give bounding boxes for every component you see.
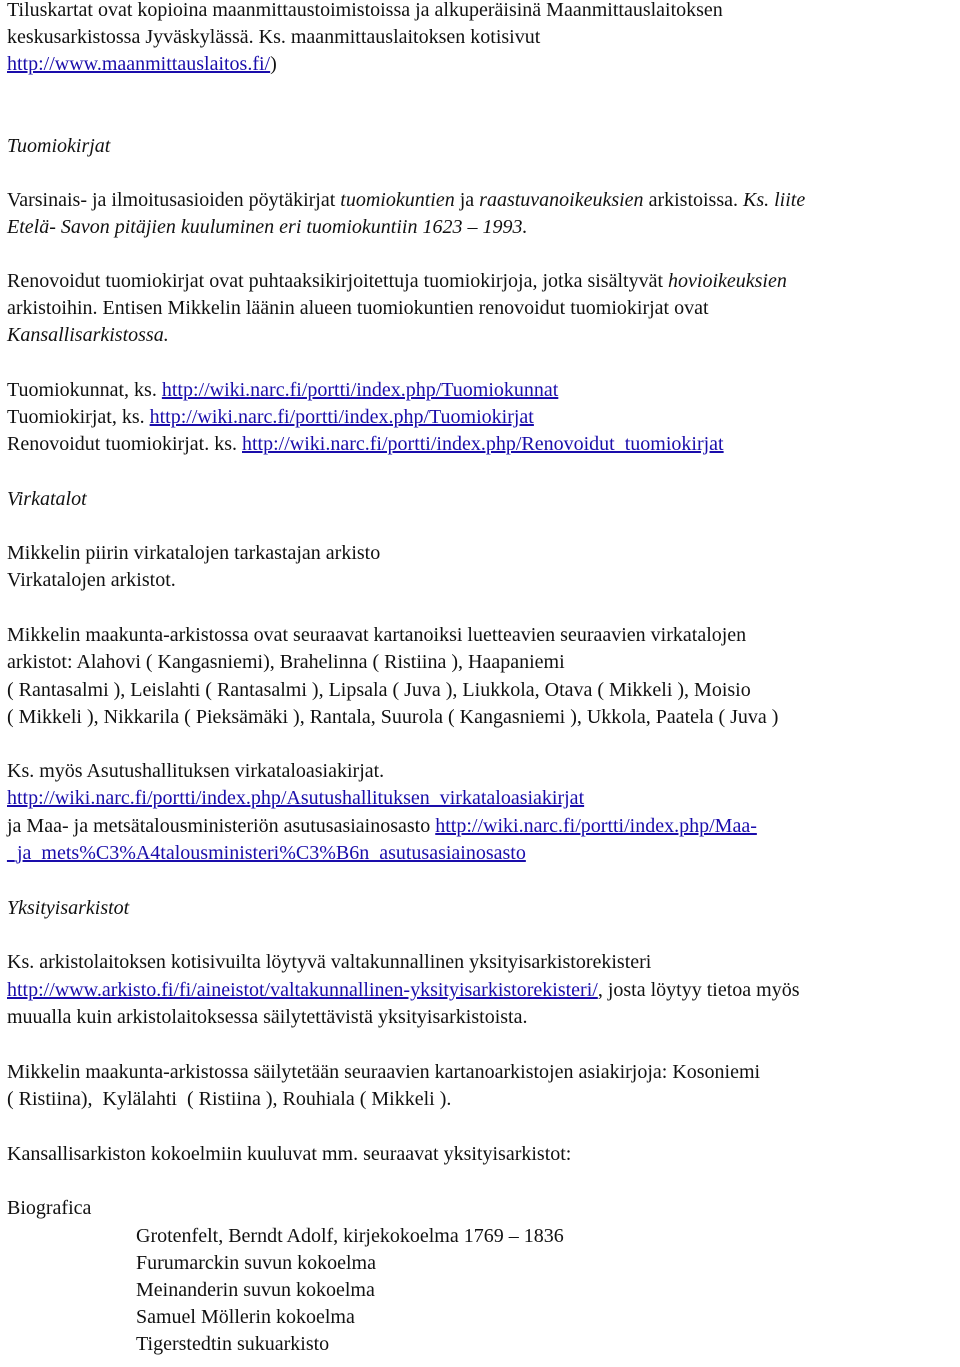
p1-text-a: Varsinais- ja ilmoitusasioiden pöytäkirjat	[7, 189, 341, 211]
yksityis-line-1	[7, 949, 651, 976]
virkatalot-text-2: Virkatalojen arkistot.	[7, 569, 176, 591]
list-item-text: Grotenfelt, Berndt Adolf, kirjekokoelma 1769 – 1836	[136, 1225, 564, 1247]
yksityisarkistot-heading-text: Yksityisarkistot	[7, 897, 130, 919]
virkatalot-ks-line	[7, 758, 384, 785]
ref-tuomiokunnat-label: Tuomiokunnat, ks.	[7, 379, 162, 401]
intro-line-3	[7, 51, 277, 78]
list-item	[136, 1250, 376, 1277]
virkatalot-p-text-3: ( Rantasalmi ), Leislahti ( Rantasalmi ), Lipsala ( Juva ), Liukkola, Otava ( Mikkeli ), Moisio	[7, 679, 751, 701]
yksityis-line-3	[7, 1004, 527, 1031]
ref-renovoidut	[7, 431, 724, 458]
maa-metsatalous-link-part-1[interactable]: http://wiki.narc.fi/portti/index.php/Maa-	[435, 815, 757, 837]
list-item-text: Meinanderin suvun kokoelma	[136, 1279, 375, 1301]
p1-italic-tuomiokuntien: tuomiokuntien	[340, 189, 455, 211]
p2-text-a: Renovoidut tuomiokirjat ovat puhtaaksikirjoitettuja tuomiokirjoja, jotka sisältyvät	[7, 270, 669, 292]
tuomiokirjat-p2-line-2	[7, 295, 709, 322]
yksityis-p3	[7, 1141, 571, 1168]
intro-text-2: keskusarkistossa Jyväskylässä. Ks. maanmittauslaitoksen kotisivut	[7, 26, 541, 48]
biografica-label	[7, 1195, 91, 1222]
yksityis-p2-text-2: ( Ristiina), Kylälahti ( Ristiina ), Rouhiala ( Mikkeli ).	[7, 1088, 452, 1110]
list-item	[136, 1304, 355, 1331]
asutushallitus-link[interactable]: http://wiki.narc.fi/portti/index.php/Asutushallituksen_virkataloasiakirjat	[7, 787, 585, 809]
virkatalot-heading	[7, 486, 87, 513]
maa-metsatalous-link-part-2[interactable]: _ja_mets%C3%A4talousministeri%C3%B6n_asutusasiainosasto	[7, 842, 526, 864]
ref-renovoidut-label: Renovoidut tuomiokirjat. ks.	[7, 433, 242, 455]
virkatalot-p-line-4	[7, 704, 778, 731]
tuomiokirjat-p2-line-3	[7, 322, 169, 349]
p2-text-line-2: arkistoihin. Entisen Mikkelin läänin alueen tuomiokuntien renovoidut tuomiokirjat ovat	[7, 297, 709, 319]
list-item-text: Samuel Möllerin kokoelma	[136, 1306, 355, 1328]
yksityisarkistot-heading	[7, 895, 129, 922]
virkatalot-line-1	[7, 540, 380, 567]
virkatalot-p-text-1: Mikkelin maakunta-arkistossa ovat seuraavat kartanoiksi luetteavien seuraavien virkatalojen	[7, 624, 747, 646]
biografica-text: Biografica	[7, 1197, 92, 1219]
virkatalot-p-line-2	[7, 649, 565, 676]
ref-tuomiokirjat	[7, 404, 534, 431]
yksityis-p2-text-1: Mikkelin maakunta-arkistossa säilytetään seuraavien kartanoarkistojen asiakirjoja: Kosoniemi	[7, 1061, 761, 1083]
yksityis-p3-text: Kansallisarkiston kokoelmiin kuuluvat mm. seuraavat yksityisarkistot:	[7, 1143, 572, 1165]
virkatalot-p-line-3	[7, 677, 751, 704]
renovoidut-tuomiokirjat-link[interactable]: http://wiki.narc.fi/portti/index.php/Renovoidut_tuomiokirjat	[242, 433, 724, 455]
p1-italic-ks-liite: Ks. liite	[743, 189, 806, 211]
yksityis-link-tail: , josta löytyy tietoa myös	[597, 979, 800, 1001]
p1-italic-raastuvanoikeuksien: raastuvanoikeuksien	[479, 189, 644, 211]
virkatalot-line-2	[7, 567, 176, 594]
tuomiokirjat-p2-line-1	[7, 268, 787, 295]
yksityis-line-2	[7, 977, 799, 1004]
p2-italic-kansallisarkistossa: Kansallisarkistossa.	[7, 324, 169, 346]
virkatalot-heading-text: Virkatalot	[7, 488, 87, 510]
tuomiokunnat-link[interactable]: http://wiki.narc.fi/portti/index.php/Tuomiokunnat	[161, 379, 559, 401]
intro-text-1: Tiluskartat ovat kopioina maanmittaustoimistoissa ja alkuperäisinä Maanmittauslaitoksen	[7, 0, 723, 21]
virkatalot-p-text-2: arkistot: Alahovi ( Kangasniemi), Brahelinna ( Ristiina ), Haapaniemi	[7, 651, 565, 673]
ref-tuomiokunnat	[7, 377, 558, 404]
virkatalot-maa-line	[7, 813, 757, 840]
intro-line-2	[7, 24, 540, 51]
arkisto-rekisteri-link[interactable]: http://www.arkisto.fi/fi/aineistot/valtakunnallinen-yksityisarkistorekisteri/	[7, 979, 598, 1001]
tuomiokirjat-link[interactable]: http://wiki.narc.fi/portti/index.php/Tuomiokirjat	[149, 406, 534, 428]
tuomiokirjat-p1-line-2	[7, 214, 527, 241]
list-item	[136, 1277, 375, 1304]
virkatalot-p-text-4: ( Mikkeli ), Nikkarila ( Pieksämäki ), Rantala, Suurola ( Kangasniemi ), Ukkola, Paatela ( Juva )	[7, 706, 779, 728]
p2-italic-hovioikeuksien: hovioikeuksien	[668, 270, 787, 292]
intro-link-tail: )	[270, 53, 277, 75]
p1-italic-etela-savon: Etelä- Savon pitäjien kuuluminen eri tuomiokuntiin 1623 – 1993.	[7, 216, 528, 238]
p1-text-c: arkistoissa.	[643, 189, 743, 211]
tuomiokirjat-heading-text: Tuomiokirjat	[7, 135, 111, 157]
p1-text-b: ja	[454, 189, 480, 211]
maanmittauslaitos-link[interactable]: http://www.maanmittauslaitos.fi/	[7, 53, 271, 75]
list-item	[136, 1223, 564, 1250]
virkatalot-text-1: Mikkelin piirin virkatalojen tarkastajan arkisto	[7, 542, 381, 564]
list-item-text: Tigerstedtin sukuarkisto	[136, 1333, 330, 1355]
intro-line-1	[7, 0, 723, 24]
tuomiokirjat-p1-line-1	[7, 187, 805, 214]
yksityis-p2-line-2	[7, 1086, 451, 1113]
yksityis-text-1: Ks. arkistolaitoksen kotisivuilta löytyvä valtakunnallinen yksityisarkistorekisteri	[7, 951, 652, 973]
virkatalot-maa-line-2	[7, 840, 526, 867]
list-item	[136, 1331, 329, 1358]
yksityis-p2-line-1	[7, 1059, 760, 1086]
ref-tuomiokirjat-label: Tuomiokirjat, ks.	[7, 406, 150, 428]
virkatalot-p-line-1	[7, 622, 746, 649]
virkatalot-link-line	[7, 785, 584, 812]
virkatalot-ks-text: Ks. myös Asutushallituksen virkataloasiakirjat.	[7, 760, 385, 782]
list-item-text: Furumarckin suvun kokoelma	[136, 1252, 376, 1274]
tuomiokirjat-heading	[7, 133, 110, 160]
maa-label: ja Maa- ja metsätalousministeriön asutusasiainosasto	[7, 815, 436, 837]
yksityis-text-3: muualla kuin arkistolaitoksessa säilytettävistä yksityisarkistoista.	[7, 1006, 528, 1028]
